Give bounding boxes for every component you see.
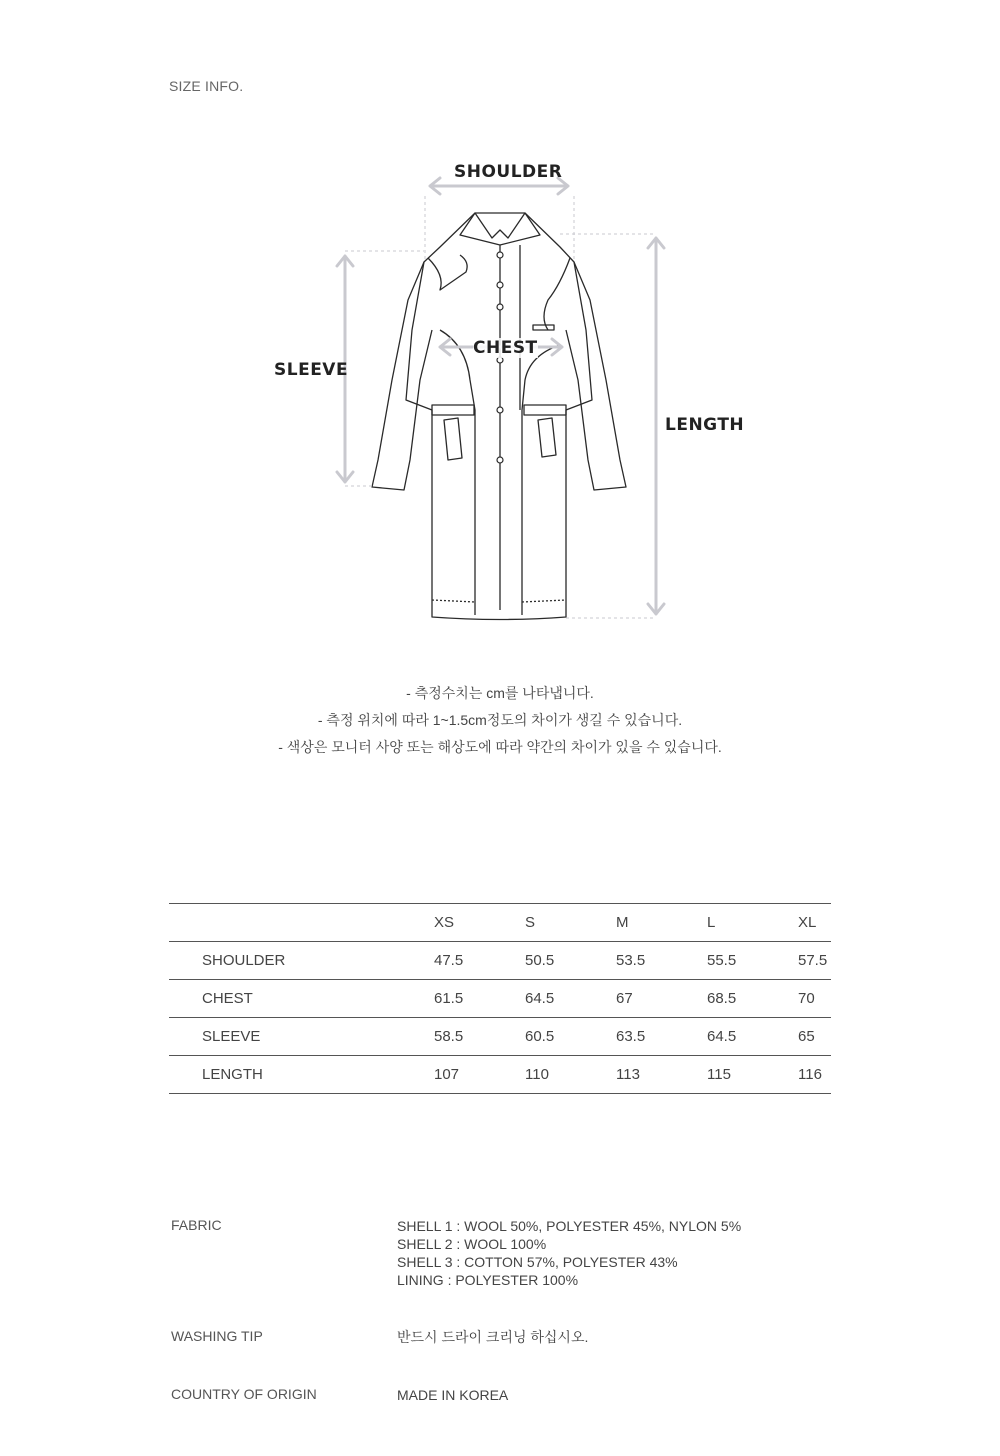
table-cell: 116 xyxy=(798,1056,831,1094)
table-cell: 68.5 xyxy=(707,980,798,1018)
table-row xyxy=(169,942,831,980)
table-cell: 61.5 xyxy=(434,980,525,1018)
coat-diagram xyxy=(0,0,1000,660)
table-cell: 57.5 xyxy=(798,942,831,980)
length-label: LENGTH xyxy=(665,415,745,435)
table-cell: 64.5 xyxy=(707,1018,798,1056)
fabric-label: FABRIC xyxy=(171,1217,222,1233)
length-arrow xyxy=(648,238,664,614)
row-label: CHEST xyxy=(169,980,434,1018)
header-cell-l: L xyxy=(707,904,798,942)
table-cell: 60.5 xyxy=(525,1018,616,1056)
shoulder-label: SHOULDER xyxy=(454,162,563,182)
row-label: SLEEVE xyxy=(169,1018,434,1056)
coat-right-sleeve xyxy=(566,262,626,490)
origin-value: MADE IN KOREA xyxy=(397,1387,509,1403)
header-cell-m: M xyxy=(616,904,707,942)
table-cell: 107 xyxy=(434,1056,525,1094)
note-line: - 색상은 모니터 사양 또는 해상도에 따라 약간의 차이가 있을 수 있습니다. xyxy=(278,739,722,755)
note-line: - 측정 위치에 따라 1~1.5cm정도의 차이가 생길 수 있습니다. xyxy=(317,712,683,728)
size-table xyxy=(169,903,831,1094)
header-cell-xs: XS xyxy=(434,904,525,942)
table-header-row xyxy=(169,904,831,942)
fabric-line: SHELL 2 : WOOL 100% xyxy=(397,1236,547,1252)
table-cell: 110 xyxy=(525,1056,616,1094)
row-label: SHOULDER xyxy=(169,942,434,980)
section-title: SIZE INFO. xyxy=(169,78,244,94)
row-label: LENGTH xyxy=(169,1056,434,1094)
table-cell: 67 xyxy=(616,980,707,1018)
table-cell: 64.5 xyxy=(525,980,616,1018)
fabric-line: SHELL 1 : WOOL 50%, POLYESTER 45%, NYLON 5% xyxy=(397,1218,742,1234)
washing-value: 반드시 드라이 크리닝 하십시오. xyxy=(397,1329,589,1345)
washing-label: WASHING TIP xyxy=(171,1328,263,1344)
sleeve-label: SLEEVE xyxy=(274,360,349,380)
table-row xyxy=(169,1018,831,1056)
table-row xyxy=(169,1056,831,1094)
table-cell: 115 xyxy=(707,1056,798,1094)
table-cell: 58.5 xyxy=(434,1018,525,1056)
table-cell: 63.5 xyxy=(616,1018,707,1056)
chest-label: CHEST xyxy=(473,338,538,358)
table-cell: 113 xyxy=(616,1056,707,1094)
coat-collar xyxy=(460,213,540,245)
table-cell: 55.5 xyxy=(707,942,798,980)
table-cell: 47.5 xyxy=(434,942,525,980)
table-row xyxy=(169,980,831,1018)
fabric-value xyxy=(397,1217,817,1289)
header-cell-s: S xyxy=(525,904,616,942)
header-cell-xl: XL xyxy=(798,904,831,942)
table-cell: 65 xyxy=(798,1018,831,1056)
measurement-notes xyxy=(0,680,1000,761)
fabric-line: LINING : POLYESTER 100% xyxy=(397,1272,579,1288)
header-cell xyxy=(169,904,434,942)
table-cell: 70 xyxy=(798,980,831,1018)
note-line: - 측정수치는 cm를 나타냅니다. xyxy=(406,685,594,701)
table-cell: 53.5 xyxy=(616,942,707,980)
origin-label: COUNTRY OF ORIGIN xyxy=(171,1386,317,1402)
coat-left-sleeve xyxy=(372,262,432,490)
table-cell: 50.5 xyxy=(525,942,616,980)
fabric-line: SHELL 3 : COTTON 57%, POLYESTER 43% xyxy=(397,1254,678,1270)
